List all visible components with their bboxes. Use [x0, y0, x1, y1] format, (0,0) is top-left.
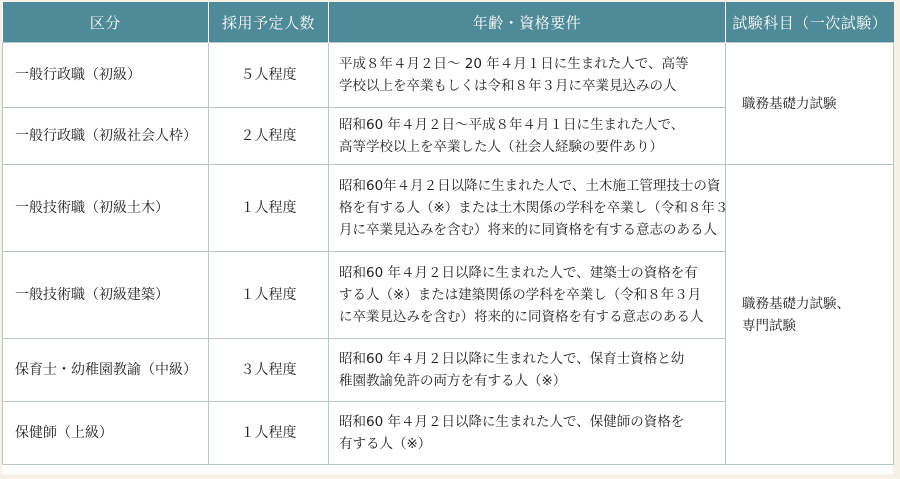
requirements-line: 月に卒業見込みを含む）将来的に同資格を有する意志のある人: [339, 222, 717, 238]
exam-subject-cell: [726, 43, 894, 165]
requirements-line: 昭和60 年４月２日以降に生まれた人で、建築士の資格を有: [339, 265, 698, 281]
requirements-line: 昭和60 年４月２日以降に生まれた人で、保健師の資格を: [339, 414, 685, 430]
header-category: 区分: [3, 2, 209, 43]
requirements-cell: [329, 402, 726, 465]
requirements-line: 昭和60年４月２日以降に生まれた人で、土木施工管理技士の資: [339, 178, 721, 194]
recruitment-table: [2, 2, 893, 474]
count-cell: １人程度: [209, 252, 329, 339]
requirements-line: 昭和60 年４月２日～平成８年４月１日に生まれた人で、: [339, 117, 685, 133]
category-cell: 一般行政職（初級社会人枠）: [3, 108, 209, 165]
requirements-line: する人（※）または建築関係の学科を卒業し（令和８年３月: [339, 287, 702, 303]
requirements-line: 学校以上を卒業もしくは令和８年３月に卒業見込みの人: [339, 78, 677, 94]
category-cell: 保健師（上級）: [3, 402, 209, 465]
header-requirements: 年齢・資格要件: [329, 2, 726, 43]
requirements-line: 格を有する人（※）または土木関係の学科を卒業し（令和８年３: [339, 200, 729, 216]
recruitment-grid: [2, 2, 894, 465]
exam-subject-line: 職務基礎力試験: [742, 95, 837, 112]
count-cell: ３人程度: [209, 339, 329, 402]
requirements-cell: [329, 165, 729, 252]
exam-subject-line: 専門試験: [742, 317, 796, 334]
table-row: [3, 165, 894, 252]
count-cell: １人程度: [209, 165, 329, 252]
category-cell: 一般技術職（初級土木）: [3, 165, 209, 252]
exam-subject-cell: [726, 165, 894, 465]
count-cell: ５人程度: [209, 43, 329, 108]
header-planned-count: 採用予定人数: [209, 2, 329, 43]
exam-subject-line: 職務基礎力試験、: [742, 295, 850, 312]
category-cell: 一般行政職（初級）: [3, 43, 209, 108]
category-cell: 保育士・幼稚園教諭（中級）: [3, 339, 209, 402]
requirements-cell: [329, 252, 726, 339]
table-row: [3, 43, 894, 108]
category-cell: 一般技術職（初級建築）: [3, 252, 209, 339]
count-cell: ２人程度: [209, 108, 329, 165]
header-exam-subjects: 試験科目（一次試験）: [726, 2, 894, 43]
requirements-cell: [329, 43, 726, 108]
requirements-line: 高等学校以上を卒業した人（社会人経験の要件あり）: [339, 139, 663, 155]
requirements-cell: [329, 339, 726, 402]
count-cell: １人程度: [209, 402, 329, 465]
requirements-cell: [329, 108, 726, 165]
requirements-line: 昭和60 年４月２日以降に生まれた人で、保育士資格と幼: [339, 351, 685, 367]
requirements-line: 稚園教諭免許の両方を有する人（※）: [339, 373, 567, 389]
requirements-line: 平成８年４月２日～ 20 年４月１日に生まれた人で、高等: [339, 56, 689, 72]
requirements-line: 有する人（※）: [339, 436, 432, 452]
header-row: [3, 2, 894, 43]
requirements-line: に卒業見込みを含む）将来的に同資格を有する意志のある人: [339, 309, 704, 325]
